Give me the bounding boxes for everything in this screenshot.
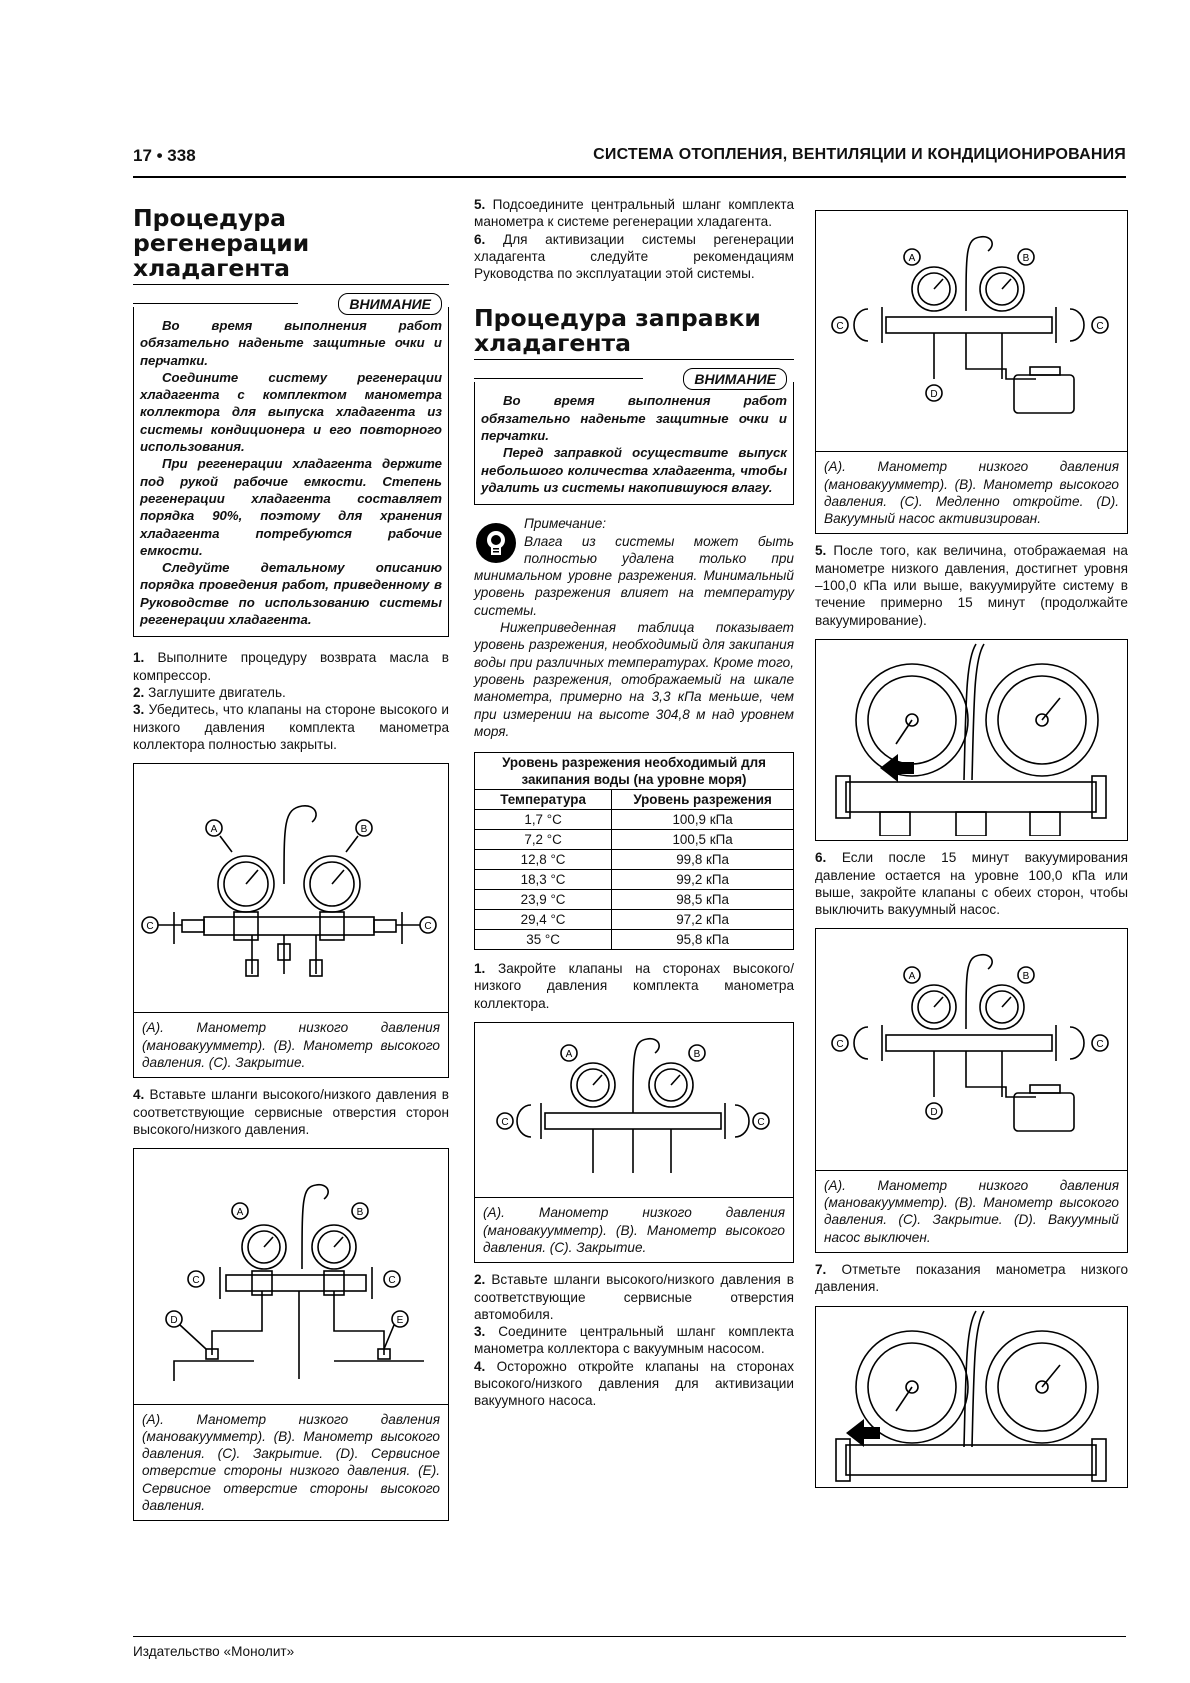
section-title-charging: Процедура заправки хладагента: [474, 306, 794, 360]
label-c: C: [1096, 1039, 1104, 1051]
label-d: D: [170, 1315, 178, 1327]
note-label: Примечание:: [524, 516, 607, 532]
warning-paragraph: Перед заправкой осуществите выпуск небольшого количества хладагента, чтобы удалить из системы накопившуюся влагу.: [481, 445, 787, 495]
figure-vacuum-on: [815, 210, 1128, 534]
manifold-pump-diagram: [816, 929, 1127, 1170]
figure-vacuum-off: [815, 928, 1128, 1252]
lightbulb-icon: [474, 521, 518, 565]
table-header: Температура: [475, 790, 612, 810]
label-d: D: [930, 389, 938, 400]
column-right: [815, 196, 1128, 1496]
section-title-regeneration: Процедура регенерации хладагента: [133, 206, 449, 285]
label-b: B: [360, 824, 368, 836]
step-item: 4. Вставьте шланги высокого/низкого давления в соответствующие сервисные отверстия сторон высокого/низкого давления.: [133, 1087, 450, 1137]
step-item: 2. Заглушите двигатель.: [133, 684, 286, 700]
label-a: A: [908, 971, 916, 983]
manifold-diagram: [134, 764, 448, 1013]
warning-box: [133, 296, 449, 637]
step-item: 5. После того, как величина, отображаемая на манометре низкого давления, достигнет уровня –100,0 кПа или выше, вакуумируйте систему в течение примерно 15 минут (продолжайте вакуумирование).: [815, 543, 1128, 628]
label-c: C: [501, 1117, 509, 1129]
step-item: 4. Осторожно откройте клапаны на сторонах высокого/низкого давления для активизации вакуумного насоса.: [474, 1358, 794, 1409]
vacuum-table: [474, 752, 794, 950]
label-c: C: [146, 921, 154, 933]
table-row: 23,9 °C 98,5 кПа: [475, 890, 794, 910]
figure-caption: (A). Манометр низкого давления (мановакуумметр). (B). Манометр высокого давления. (C). Медленно откройте. (D). Вакуумный насос активизирован.: [824, 459, 1119, 527]
note-text: Нижеприведенная таблица показывает уровень разрежения, необходимый для закипания воды при различных температурах. Кроме того, уровень разрежения, отображаемый на шкале манометра, примерно на 3,3 кПа меньше, чем при измерении на высоте 304,8 м над уровнем моря.: [474, 620, 794, 739]
table-row: 29,4 °C 97,2 кПа: [475, 910, 794, 930]
label-b: B: [356, 1207, 364, 1219]
label-c: C: [757, 1117, 765, 1129]
label-d: D: [930, 1107, 938, 1119]
warning-paragraph: Во время выполнения работ обязательно наденьте защитные очки и перчатки.: [481, 393, 787, 444]
column-middle: [474, 196, 794, 1410]
step-item: 5. Подсоедините центральный шланг комплекта манометра к системе регенерации хладагента.: [474, 197, 795, 230]
step-item: 2. Вставьте шланги высокого/низкого давления в соответствующие сервисные отверстия автомобиля.: [474, 1272, 794, 1322]
table-row: 12,8 °C 99,8 кПа: [475, 850, 794, 870]
arrow-icon: [880, 754, 914, 782]
step-item: 7. Отметьте показания манометра низкого давления.: [815, 1261, 1129, 1295]
label-c: C: [1096, 321, 1104, 332]
step-item: 3. Убедитесь, что клапаны на стороне высокого и низкого давления комплекта манометра коллектора полностью закрыты.: [133, 702, 450, 752]
note-text: Влага из системы может быть полностью удалена только при минимальном уровне разрежения. Минимальный уровень разрежения влияет на температуру системы.: [474, 533, 794, 618]
warning-paragraph: Следуйте детальному описанию порядка проведения работ, приведенному в Руководстве по использованию системы регенерации хладагента.: [140, 560, 442, 628]
page-number: 17 • 338: [133, 146, 196, 165]
label-b: B: [1022, 971, 1030, 983]
publisher: Издательство «Монолит»: [133, 1644, 295, 1659]
label-a: A: [908, 253, 916, 264]
label-a: A: [565, 1049, 573, 1061]
column-left: [133, 196, 449, 1529]
header-divider: [133, 176, 1126, 178]
gauge-photo: [815, 639, 1128, 841]
manifold-pump-diagram: [816, 211, 1127, 452]
gauge-photo: [815, 1306, 1128, 1488]
label-c: C: [424, 921, 432, 933]
label-a: A: [236, 1207, 244, 1219]
warning-paragraph: Во время выполнения работ обязательно наденьте защитные очки и перчатки.: [140, 318, 442, 368]
step-item: 1. Выполните процедуру возврата масла в компрессор.: [133, 650, 449, 683]
step-item: 6. Если после 15 минут вакуумирования давление остается на уровне 100,0 кПа или выше, закройте клапаны с обеих сторон, чтобы выключить вакуумный насос.: [815, 850, 1129, 918]
chapter-title: СИСТЕМА ОТОПЛЕНИЯ, ВЕНТИЛЯЦИИ И КОНДИЦИОНИРОВАНИЯ: [593, 146, 1126, 163]
manifold-ports-diagram: [134, 1149, 448, 1404]
note-block: [474, 515, 794, 740]
label-a: A: [210, 824, 218, 836]
figure-caption: (A). Манометр низкого давления (мановакуумметр). (B). Манометр высокого давления. (C). Закрытие. (D). Сервисное отверстие стороны низкого давления. (E). Сервисное отверстие стороны высокого давления.: [142, 1411, 440, 1513]
label-c: C: [192, 1275, 200, 1287]
table-row: 18,3 °C 99,2 кПа: [475, 870, 794, 890]
warning-paragraph: При регенерации хладагента держите под рукой рабочие емкости. Степень регенерации хладагента составляет порядка 90%, поэтому для хранения хладагента потребуются рабочие емкости.: [140, 456, 442, 558]
footer-divider: [133, 1636, 1126, 1637]
warning-paragraph: Соедините систему регенерации хладагента с комплектом манометра коллектора для выпуска хладагента из системы кондиционера и его повторного использования.: [140, 369, 442, 455]
figure-service-ports: [133, 1148, 449, 1521]
table-header: Уровень разрежения: [612, 790, 794, 810]
label-e: E: [396, 1315, 404, 1327]
figure-manifold-closed: [133, 763, 449, 1078]
manifold-diagram: [475, 1023, 793, 1198]
label-c: C: [388, 1275, 396, 1287]
step-item: 6. Для активизации системы регенерации хладагента следуйте рекомендациям Руководства по эксплуатации этой системы.: [474, 231, 795, 282]
table-caption: Уровень разрежения необходимый для закипания воды (на уровне моря): [475, 753, 794, 790]
label-c: C: [836, 321, 844, 332]
warning-label: ВНИМАНИЕ: [683, 368, 787, 390]
table-row: 35 °C 95,8 кПа: [475, 930, 794, 950]
table-row: 7,2 °C 100,5 кПа: [475, 830, 794, 850]
label-b: B: [1022, 253, 1030, 264]
arrow-icon: [846, 1419, 880, 1447]
figure-caption: (A). Манометр низкого давления (мановакуумметр). (B). Манометр высокого давления. (C). Закрытие.: [142, 1020, 440, 1071]
step-item: 3. Соедините центральный шланг комплекта манометра коллектора с вакуумным насосом.: [474, 1324, 794, 1357]
step-item: 1. Закройте клапаны на сторонах высокого/низкого давления комплекта манометра коллектора.: [474, 961, 795, 1011]
table-row: 1,7 °C 100,9 кПа: [475, 810, 794, 830]
warning-box: [474, 371, 794, 505]
figure-caption: (A). Манометр низкого давления (мановакуумметр). (B). Манометр высокого давления. (C). Закрытие.: [483, 1205, 785, 1255]
label-c: C: [836, 1039, 844, 1051]
label-b: B: [693, 1049, 701, 1061]
figure-manifold-closed-2: [474, 1022, 794, 1263]
figure-caption: (A). Манометр низкого давления (мановакуумметр). (B). Манометр высокого давления. (C). Закрытие. (D). Вакуумный насос выключен.: [824, 1177, 1119, 1245]
warning-label: ВНИМАНИЕ: [338, 293, 442, 315]
